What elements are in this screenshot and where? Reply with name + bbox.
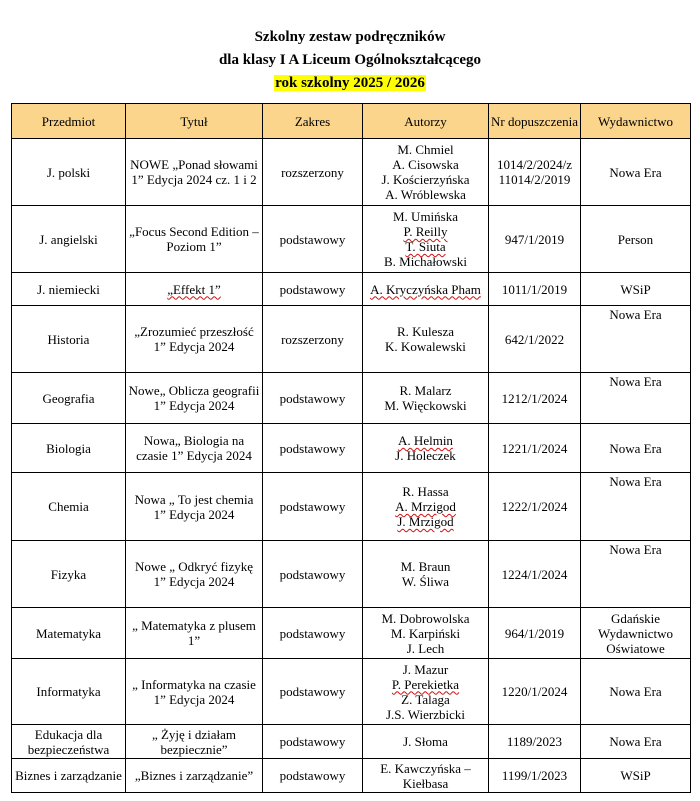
cell-subject: Biznes i zarządzanie — [12, 759, 126, 793]
author-name: E. Kawczyńska – Kiełbasa — [380, 760, 471, 791]
author-name: J. Mrzigod — [397, 514, 454, 529]
author-name: J. Holeczek — [395, 448, 456, 463]
cell-approval-number: 1212/1/2024 — [489, 373, 581, 424]
table-row — [12, 725, 691, 759]
cell-approval-number: 1224/1/2024 — [489, 541, 581, 608]
cell-approval-number: 1014/2/2024/z 11014/2/2019 — [489, 139, 581, 206]
cell-authors — [363, 759, 489, 793]
author-name: A. Kryczyńska Pham — [370, 281, 481, 297]
column-header-scope: Zakres — [263, 104, 363, 139]
cell-subject: Historia — [12, 306, 126, 373]
cell-publisher: Nowa Era — [581, 306, 691, 373]
cell-scope: rozszerzony — [263, 306, 363, 373]
cell-approval-number: 1222/1/2024 — [489, 473, 581, 541]
cell-title: „Focus Second Edition – Poziom 1” — [126, 206, 263, 273]
cell-publisher: Nowa Era — [581, 373, 691, 424]
cell-scope: podstawowy — [263, 608, 363, 659]
cell-title: „ Matematyka z plusem 1” — [126, 608, 263, 659]
cell-authors — [363, 206, 489, 273]
table-row — [12, 206, 691, 273]
cell-scope: podstawowy — [263, 759, 363, 793]
title-line-2: dla klasy I A Liceum Ogólnokształcącego — [218, 52, 482, 68]
author-name: P. Reilly — [403, 224, 448, 239]
cell-title: Nowa„ Biologia na czasie 1” Edycja 2024 — [126, 424, 263, 473]
author-name: J. Mazur — [402, 661, 449, 677]
cell-authors — [363, 473, 489, 541]
author-name: P. Perekietka — [391, 676, 460, 692]
author-name: M. Chmiel — [397, 142, 454, 157]
cell-approval-number: 1011/1/2019 — [489, 273, 581, 306]
cell-subject: Informatyka — [12, 659, 126, 725]
column-header-subject: Przedmiot — [12, 104, 126, 139]
cell-scope: rozszerzony — [263, 139, 363, 206]
cell-title: Nowe „ Odkryć fizykę 1” Edycja 2024 — [126, 541, 263, 608]
author-name: W. Śliwa — [401, 574, 450, 589]
author-name: M. Karpiński — [390, 625, 461, 641]
cell-subject: J. polski — [12, 139, 126, 206]
cell-title: Nowe„ Oblicza geografii 1” Edycja 2024 — [126, 373, 263, 424]
cell-subject: Edukacja dla bezpieczeństwa — [12, 725, 126, 759]
cell-approval-number: 1199/1/2023 — [489, 759, 581, 793]
cell-authors — [363, 424, 489, 473]
cell-scope: podstawowy — [263, 373, 363, 424]
author-name: B. Michałowski — [383, 254, 468, 269]
author-name: J. Słoma — [403, 734, 448, 749]
cell-publisher: WSiP — [581, 273, 691, 306]
author-name: M. Umińska — [393, 209, 458, 224]
cell-subject: J. niemiecki — [12, 273, 126, 306]
author-name: A. Wróblewska — [385, 187, 466, 202]
column-header-title: Tytuł — [126, 104, 263, 139]
cell-publisher: Gdańskie Wydawnictwo Oświatowe — [581, 608, 691, 659]
cell-title: Nowa „ To jest chemia 1” Edycja 2024 — [126, 473, 263, 541]
cell-authors — [363, 139, 489, 206]
author-name: R. Kulesza — [396, 324, 455, 339]
table-row — [12, 373, 691, 424]
cell-scope: podstawowy — [263, 725, 363, 759]
cell-scope: podstawowy — [263, 659, 363, 725]
cell-publisher: Nowa Era — [581, 725, 691, 759]
author-name: J. Kościerzyńska — [381, 172, 470, 187]
author-name: A. Cisowska — [392, 157, 459, 172]
author-name: R. Malarz — [399, 383, 452, 398]
cell-publisher: Nowa Era — [581, 139, 691, 206]
cell-approval-number: 947/1/2019 — [489, 206, 581, 273]
cell-scope: podstawowy — [263, 473, 363, 541]
cell-authors — [363, 541, 489, 608]
cell-title: „Biznes i zarządzanie” — [126, 759, 263, 793]
cell-scope: podstawowy — [263, 424, 363, 473]
table-row — [12, 306, 691, 373]
table-header-row — [12, 104, 691, 139]
cell-scope: podstawowy — [263, 273, 363, 306]
title-text: „Effekt 1” — [167, 281, 221, 297]
table-row — [12, 659, 691, 725]
cell-authors — [363, 608, 489, 659]
table-row — [12, 273, 691, 306]
cell-title — [126, 273, 263, 306]
author-name: M. Dobrowolska — [381, 610, 470, 626]
cell-publisher: Person — [581, 206, 691, 273]
cell-title: „ Żyję i działam bezpiecznie” — [126, 725, 263, 759]
table-row — [12, 759, 691, 793]
author-name: K. Kowalewski — [385, 339, 466, 354]
cell-approval-number: 642/1/2022 — [489, 306, 581, 373]
table-row — [12, 473, 691, 541]
cell-approval-number: 964/1/2019 — [489, 608, 581, 659]
cell-approval-number: 1189/2023 — [489, 725, 581, 759]
column-header-publisher: Wydawnictwo — [581, 104, 691, 139]
cell-publisher: Nowa Era — [581, 541, 691, 608]
table-row — [12, 139, 691, 206]
textbook-table — [11, 103, 691, 793]
cell-authors — [363, 273, 489, 306]
cell-publisher: Nowa Era — [581, 659, 691, 725]
cell-title: „ Informatyka na czasie 1” Edycja 2024 — [126, 659, 263, 725]
school-year-highlight: rok szkolny 2025 / 2026 — [275, 75, 425, 91]
cell-title: „Zrozumieć przeszłość 1” Edycja 2024 — [126, 306, 263, 373]
author-name: Z. Talaga — [401, 691, 450, 707]
author-name: R. Hassa — [402, 484, 449, 499]
cell-authors — [363, 306, 489, 373]
table-row — [12, 541, 691, 608]
author-name: T. Siuta — [405, 239, 446, 254]
author-name: J.S. Wierzbicki — [385, 706, 466, 722]
cell-publisher: Nowa Era — [581, 424, 691, 473]
author-name: A. Mrzigod — [395, 499, 456, 514]
cell-subject: Biologia — [12, 424, 126, 473]
author-name: M. Braun — [400, 559, 451, 574]
cell-subject: J. angielski — [12, 206, 126, 273]
cell-subject: Geografia — [12, 373, 126, 424]
document-title — [0, 26, 700, 95]
cell-subject: Chemia — [12, 473, 126, 541]
cell-publisher: Nowa Era — [581, 473, 691, 541]
cell-authors — [363, 373, 489, 424]
author-name: J. Lech — [406, 640, 445, 656]
title-line-1: Szkolny zestaw podręczników — [254, 29, 446, 45]
table-row — [12, 424, 691, 473]
column-header-authors: Autorzy — [363, 104, 489, 139]
cell-authors — [363, 725, 489, 759]
cell-subject: Fizyka — [12, 541, 126, 608]
author-name: A. Helmin — [398, 433, 453, 448]
column-header-approval-number: Nr dopuszczenia — [489, 104, 581, 139]
cell-scope: podstawowy — [263, 541, 363, 608]
cell-title: NOWE „Ponad słowami 1” Edycja 2024 cz. 1 i 2 — [126, 139, 263, 206]
cell-authors — [363, 659, 489, 725]
table-row — [12, 608, 691, 659]
cell-scope: podstawowy — [263, 206, 363, 273]
cell-approval-number: 1220/1/2024 — [489, 659, 581, 725]
author-name: M. Więckowski — [384, 398, 467, 413]
cell-approval-number: 1221/1/2024 — [489, 424, 581, 473]
cell-subject: Matematyka — [12, 608, 126, 659]
cell-publisher: WSiP — [581, 759, 691, 793]
